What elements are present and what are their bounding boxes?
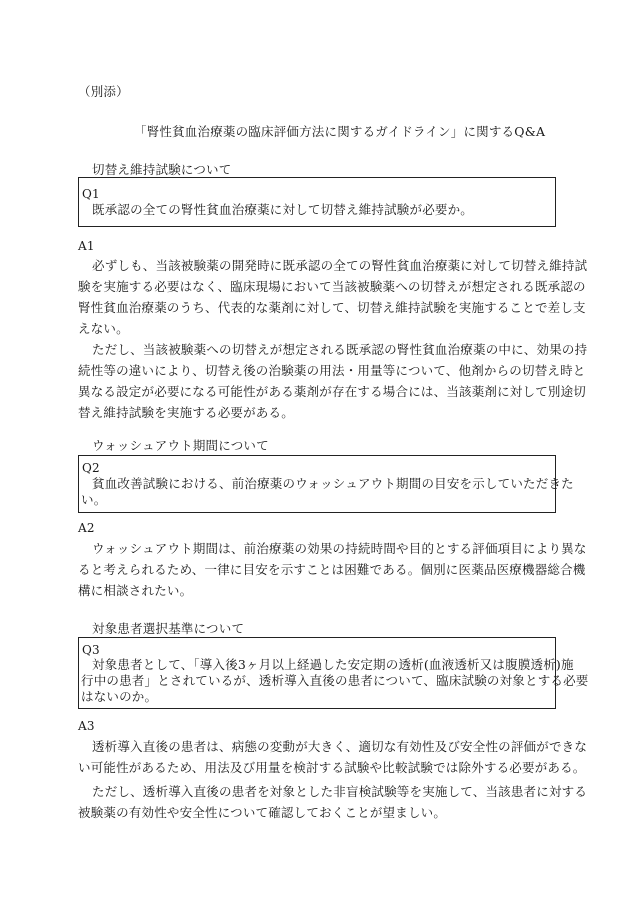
question-label: Q1 xyxy=(82,187,100,201)
answer-text-line: えない。 xyxy=(78,321,129,336)
answer-text-line: 験を実施する必要はなく、臨床現場において当該被験薬への切替えが想定される既承認の xyxy=(78,279,586,294)
answer-text-line: ると考えられるため、一律に目安を示すことは困難である。個別に医薬品医療機器総合機 xyxy=(78,562,586,577)
question-text-line: い。 xyxy=(81,492,107,507)
answer-text-line: い可能性があるため、用法及び用量を検討する試験や比較試験では除外する必要がある。 xyxy=(78,760,586,775)
question-text-line: 既承認の全ての腎性貧血治療薬に対して切替え維持試験が必要か。 xyxy=(92,202,474,217)
question-text-line: 貧血改善試験における、前治療薬のウォッシュアウト期間の目安を示していただきた xyxy=(92,476,574,491)
question-box-q2 xyxy=(78,455,574,513)
answer-text-line: 構に相談されたい。 xyxy=(78,583,193,598)
attachment-label: （別添） xyxy=(78,84,129,99)
answer-text-line: ただし、当該被験薬への切替えが想定される既承認の腎性貧血治療薬の中に、効果の持 xyxy=(92,342,588,357)
answer-label: A2 xyxy=(78,521,95,535)
document-title: 「腎性貧血治療薬の臨床評価方法に関するガイドライン」に関するQ&A xyxy=(134,124,546,139)
question-box-q1 xyxy=(78,177,556,227)
section-heading-switch-maintenance: 切替え維持試験について xyxy=(92,162,232,177)
section-heading-washout: ウォッシュアウト期間について xyxy=(92,438,269,453)
question-text-line: 対象患者として、「導入後3ヶ月以上経過した安定期の透析(血液透析又は腹膜透析)施 xyxy=(92,657,574,672)
question-box-q3 xyxy=(78,637,589,709)
question-text-line: はないのか。 xyxy=(81,689,158,704)
answer-text-line: ただし、透析導入直後の患者を対象とした非盲検試験等を実施して、当該患者に対する xyxy=(92,784,588,799)
answer-text-line: 被験薬の有効性や安全性について確認しておくことが望ましい。 xyxy=(78,805,447,820)
answer-text-line: 必ずしも、当該被験薬の開発時に既承認の全ての腎性貧血治療薬に対して切替え維持試 xyxy=(92,258,588,273)
answer-label: A1 xyxy=(78,239,95,253)
answer-text-line: 腎性貧血治療薬のうち、代表的な薬剤に対して、切替え維持試験を実施することで差し支 xyxy=(78,300,586,315)
answer-text-line: 異なる設定が必要になる可能性がある薬剤が存在する場合には、当該薬剤に対して別途切 xyxy=(78,384,587,399)
question-text-line: 行中の患者」とされているが、透析導入直後の患者について、臨床試験の対象とする必要 xyxy=(81,673,589,688)
answer-text-line: 透析導入直後の患者は、病態の変動が大きく、適切な有効性及び安全性の評価ができな xyxy=(92,739,588,754)
answer-text-line: 続性等の違いにより、切替え後の治験薬の用法・用量等について、他剤からの切替え時と xyxy=(78,363,586,378)
question-label: Q3 xyxy=(82,643,100,657)
answer-text-line: ウォッシュアウト期間は、前治療薬の効果の持続時間や目的とする評価項目により異な xyxy=(92,541,587,556)
answer-label: A3 xyxy=(78,719,95,733)
section-heading-patient-criteria: 対象患者選択基準について xyxy=(92,621,245,636)
answer-text-line: 替え維持試験を実施する必要がある。 xyxy=(78,405,294,420)
question-label: Q2 xyxy=(82,461,100,475)
